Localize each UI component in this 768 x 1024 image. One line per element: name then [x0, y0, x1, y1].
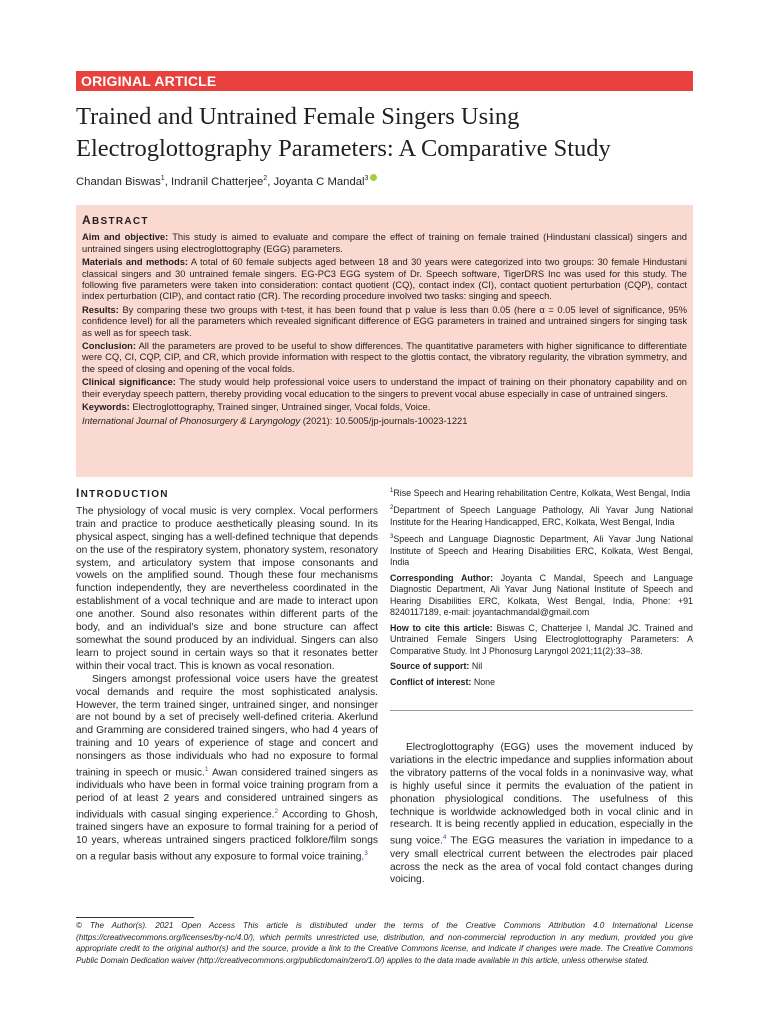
- abstract-clinical-significance: Clinical significance: The study would help professional voice users to understand the impact of training on their phonatory capability and on their everyday speech pattern, thereby providing vocal education to the singers to prevent vocal abuse especially in case of untrained singers.: [82, 377, 687, 399]
- affiliation-marker: 1: [160, 175, 165, 183]
- title-line-1: Trained and Untrained Female Singers Using: [76, 103, 520, 130]
- conflict-of-interest: Conflict of interest: None: [390, 676, 496, 687]
- affiliations-block: [390, 486, 693, 692]
- orcid-icon[interactable]: [370, 174, 377, 181]
- intro-paragraph-2: Singers amongst professional voice users have the greatest vocal demands and require the most sophisticated analysis. However, the term trained singer, untrained singer, and nonsinger are not bound by a set of precisely well-defined criteria. Akerlund and Gramming are considered trained singers, who had 4 years of training and 10 years of experience of stage and concert and nonsingers as those individuals who had no exposure to formal training in speech or music.$^1$ Awan considered trained singers as individuals who have been in formal voice training program from a period of at least 2 years and considered untrained singers as individuals with casual singing experience.$^2$ According to Ghosh, trained singers have an exposure to formal training for a period of 10 years, whereas untrained singers practiced folklore/film songs on a regular basis without any exposure to formal voice training.$^3$: [76, 673, 378, 863]
- license-footnote: © The Author(s). 2021 Open Access This article is distributed under the terms of the Creative Commons Attribution 4.0 International License (https://creativecommons.org/licenses/by-nc/4.0/), which permits unrestricted use, distribution, and non-commercial reproduction in any medium, provided you give appropriate credit to the original author(s) and the source, provide a link to the Creative Commons license, and indicate if changes were made. The Creative Commons Public Domain Dedication waiver (http://creativecommons.org/publicdomain/zero/1.0/) applies to the data made available in this article, unless otherwise stated.: [76, 921, 693, 966]
- affiliation-3: $^3$Speech and Language Diagnostic Department, Ali Yavar Jung National Institute of Speech and Hearing Disabilities ERC, Kolkata, West Bengal, India: [390, 534, 693, 568]
- footnote-divider: [76, 917, 194, 918]
- abstract-aim: Aim and objective: This study is aimed to evaluate and compare the effect of training on female trained (Hindustani classical) singers and untrained singers using electroglottography (EGG) parameters.: [82, 232, 687, 254]
- abstract-conclusion: Conclusion: All the parameters are proved to be useful to show differences. The quantitative parameters with higher significance to differentiate were CQ, CI, CQP, CIP, and CR, which provide information with respect to the glottis contact, the vibratory regularity, the vibration symmetry, and the speed of closing and opening of the vocal folds.: [82, 341, 687, 374]
- abstract-box: [76, 205, 693, 477]
- introduction-heading: INTRODUCTION: [76, 486, 169, 500]
- article-title: [76, 101, 696, 165]
- affiliations-divider: [390, 710, 693, 711]
- abstract-keywords: Keywords: Electroglottography, Trained singer, Untrained singer, Vocal folds, Voice.: [82, 402, 431, 413]
- author-name: Joyanta C Mandal: [273, 176, 365, 188]
- reference-link[interactable]: 1: [204, 766, 209, 774]
- reference-link[interactable]: 2: [274, 808, 279, 816]
- journal-citation: International Journal of Phonosurgery & Laryngology (2021): 10.5005/jp-journals-10023-1221: [82, 415, 468, 426]
- affiliation-marker: 3: [364, 175, 369, 183]
- reference-link[interactable]: 3: [364, 850, 368, 858]
- how-to-cite: How to cite this article: Biswas C, Chatterjee I, Mandal JC. Trained and Untrained Female Singers Using Electroglottography Parameters: A Comparative Study. Int J Phonosurg Laryngol 2021;11(2):33–38.: [390, 622, 693, 656]
- author-name: Chandan Biswas: [76, 176, 161, 188]
- source-of-support: Source of support: Nil: [390, 661, 483, 672]
- intro-paragraph-1: The physiology of vocal music is very complex. Vocal performers train and practice to produce aesthetically pleasing sound. In its physical aspect, singing has a well-defined technique that depends on the use of the respiratory system, phonatory system, resonatory system, and articulatory system that impose consonants and vowels on the amplified sound. Though these four mechanisms function independently, they are nevertheless coordinated in the establishment of a vocal technique and are made to interact upon one another. Sound also resonates within different parts of the body, and an individual's size and bone structure can affect somewhat the sound produced by an individual. Singers can also learn to project sound in certain ways so that it resonates better within their vocal tract. This is known as vocal resonation.: [76, 505, 378, 672]
- affiliation-marker: 2: [263, 175, 268, 183]
- affiliation-2: $^2$Department of Speech Language Pathology, Ali Yavar Jung National Institute for the Hearing Handicapped, ERC, Kolkata, West Bengal, India: [390, 505, 693, 527]
- abstract-heading: ABSTRACT: [82, 213, 149, 227]
- abstract-results: Results: By comparing these two groups with t-test, it has been found that p value is less than 0.05 (here α = 0.05 level of significance, 95% confidence level) for all the parameters which revealed significant difference of EGG parameters in trained and untrained singers for singing task as well as for speech task.: [82, 304, 687, 338]
- affiliation-1: $^1$Rise Speech and Hearing rehabilitation Centre, Kolkata, West Bengal, India: [390, 487, 691, 498]
- abstract-methods: Materials and methods: A total of 60 female subjects aged between 18 and 30 years were categorized into two groups: 30 female Hindustani classical singers and 30 untrained female singers. EG-PC3 EGG system of Dr. Speech software, TigerDRS Inc was used for this study. The following five parameters were taken into consideration: contact quotient (CQ), contact index (CI), contact quotient perturbation (CQP), contact index perturbation (CIP), and contact ratio (CR). The recording procedure involved two tasks: singing and speech.: [82, 257, 687, 302]
- egg-paragraph: Electroglottography (EGG) uses the movement induced by variations in the electric impedance and supplies information about the vibratory patterns of the vocal folds in a noninvasive way, what is highly useful since it permits the evaluation of the patient in phonation physiological conditions. The usefulness of this technique is worldwide acknowledged both in vocal clinic and in research. It is being recently applied in education, especially in the sung voice.$^4$ The EGG measures the variation in impedance to a very small electrical current between the electrodes pair placed across the neck as the area of vocal fold contact changes during voicing.: [390, 742, 693, 886]
- author-list: Chandan Biswas$^1$, Indranil Chatterjee$^2$, Joyanta C Mandal$^3$: [76, 174, 377, 188]
- corresponding-author: Corresponding Author: Joyanta C Mandal, Speech and Language Diagnostic Department, Ali Yavar Jung National Institute of Speech and Hearing Disabilities ERC, Kolkata, West Bengal, India, Phone: +91 8240117189, e-mail: joyantachmandal@gmail.com: [390, 572, 693, 618]
- author-name: Indranil Chatterjee: [170, 176, 264, 188]
- introduction-column: [76, 487, 378, 865]
- title-line-2: Electroglottography Parameters: A Comparative Study: [76, 135, 611, 162]
- reference-link[interactable]: 4: [442, 834, 447, 842]
- article-type-banner: ORIGINAL ARTICLE: [76, 71, 693, 91]
